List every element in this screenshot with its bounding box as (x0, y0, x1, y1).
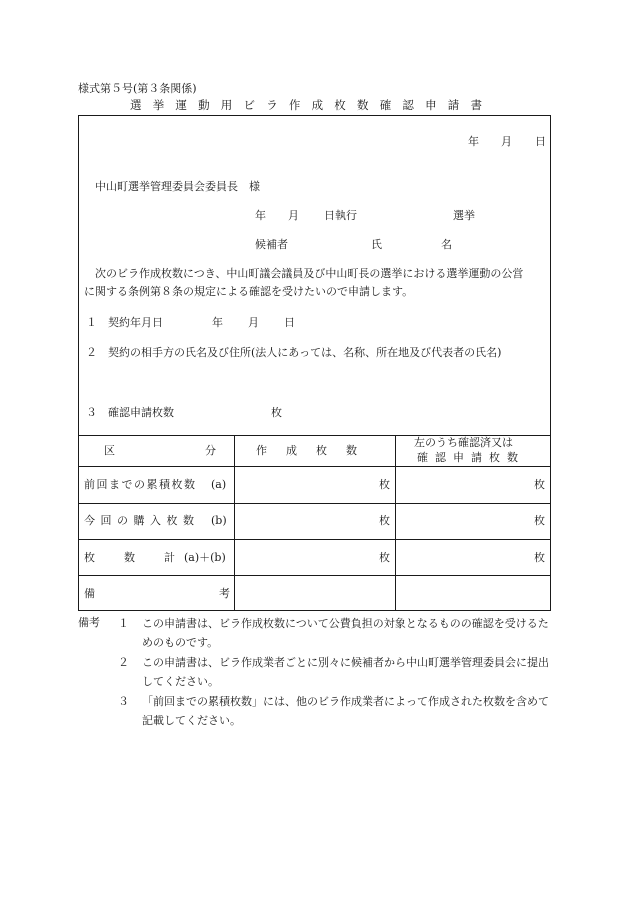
table-column-divider (395, 435, 396, 611)
row-3-created-unit: 枚 (379, 551, 390, 564)
note-text: この申請書は、ビラ作成枚数について公費負担の対象となるものの確認を受けるためのものです。 (142, 617, 549, 649)
row-1-suffix: (a) (211, 478, 227, 491)
candidate-name-label: 名 (441, 238, 452, 251)
note-number: ２ (118, 656, 129, 669)
notes-heading: 備考 (78, 616, 100, 629)
intro-text-line-1: 次のビラ作成枚数につき、中山町議会議員及び中山町長の選挙における選挙運動の公営 (95, 267, 524, 280)
item-1-year: 年 (212, 316, 223, 329)
note-number: １ (118, 617, 129, 630)
candidate-surname-label: 氏 (371, 238, 382, 251)
item-3-number: ３ (86, 406, 97, 419)
table-column-divider (234, 435, 235, 611)
item-1-month: 月 (248, 316, 259, 329)
row-2-label: 今回の購入枚数 (84, 514, 200, 527)
row-4-label-2: 考 (219, 587, 230, 600)
table-row-divider (78, 503, 551, 504)
item-2-label: 契約の相手方の氏名及び住所(法人にあっては、名称、所在地及び代表者の氏名) (108, 346, 502, 359)
row-3-label-1: 枚 (84, 551, 95, 564)
table-header-category-2: 分 (205, 444, 216, 457)
note-item (78, 653, 554, 691)
note-text: この申請書は、ビラ作成業者ごとに別々に候補者から中山町選挙管理委員会に提出してください。 (142, 656, 549, 688)
row-2-created-unit: 枚 (379, 514, 390, 527)
addressee: 中山町選挙管理委員会委員長 様 (95, 180, 260, 193)
item-1-day: 日 (284, 316, 295, 329)
row-2-suffix: (b) (211, 514, 227, 527)
table-header-category-1: 区 (104, 444, 115, 457)
table-row-divider (78, 575, 551, 576)
table-header-created-count: 作成枚数 (256, 444, 376, 457)
election-month-label: 月 (288, 209, 299, 222)
election-day-label: 日執行 (324, 209, 357, 222)
row-4-label-1: 備 (84, 587, 95, 600)
note-item (78, 692, 554, 730)
row-3-confirmed-unit: 枚 (534, 551, 545, 564)
row-1-confirmed-unit: 枚 (534, 478, 545, 491)
election-year-label: 年 (255, 209, 266, 222)
row-3-suffix: (a)＋(b) (184, 551, 226, 564)
row-3-label-3: 計 (164, 551, 175, 564)
row-1-created-unit: 枚 (379, 478, 390, 491)
table-header-confirmed-line-2: 確認申請枚数 (417, 451, 525, 464)
table-row-divider (78, 539, 551, 540)
form-number: 様式第５号(第３条関係) (78, 82, 197, 95)
notes-section (78, 614, 554, 730)
row-2-confirmed-unit: 枚 (534, 514, 545, 527)
item-1-label: 契約年月日 (108, 316, 163, 329)
item-1-number: １ (86, 316, 97, 329)
item-3-label: 確認申請枚数 (108, 406, 174, 419)
note-number: ３ (118, 695, 129, 708)
item-3-unit: 枚 (271, 406, 282, 419)
date-day-label: 日 (535, 135, 546, 148)
item-2-number: ２ (86, 346, 97, 359)
row-1-label: 前回までの累積枚数 (84, 478, 197, 491)
note-item (78, 614, 554, 652)
table-header-confirmed-line-1: 左のうち確認済又は (414, 436, 513, 449)
row-3-label-2: 数 (124, 551, 135, 564)
note-text: 「前回までの累積枚数」には、他のビラ作成業者によって作成された枚数を含めて記載してください。 (142, 695, 549, 727)
candidate-label: 候補者 (255, 238, 288, 251)
table-header-divider (78, 466, 551, 467)
election-label: 選挙 (453, 209, 475, 222)
form-title: 選挙運動用ビラ作成枚数確認申請書 (130, 98, 494, 112)
date-month-label: 月 (501, 135, 512, 148)
date-year-label: 年 (468, 135, 479, 148)
intro-text-line-2: に関する条例第８条の規定による確認を受けたいので申請します。 (84, 285, 414, 298)
